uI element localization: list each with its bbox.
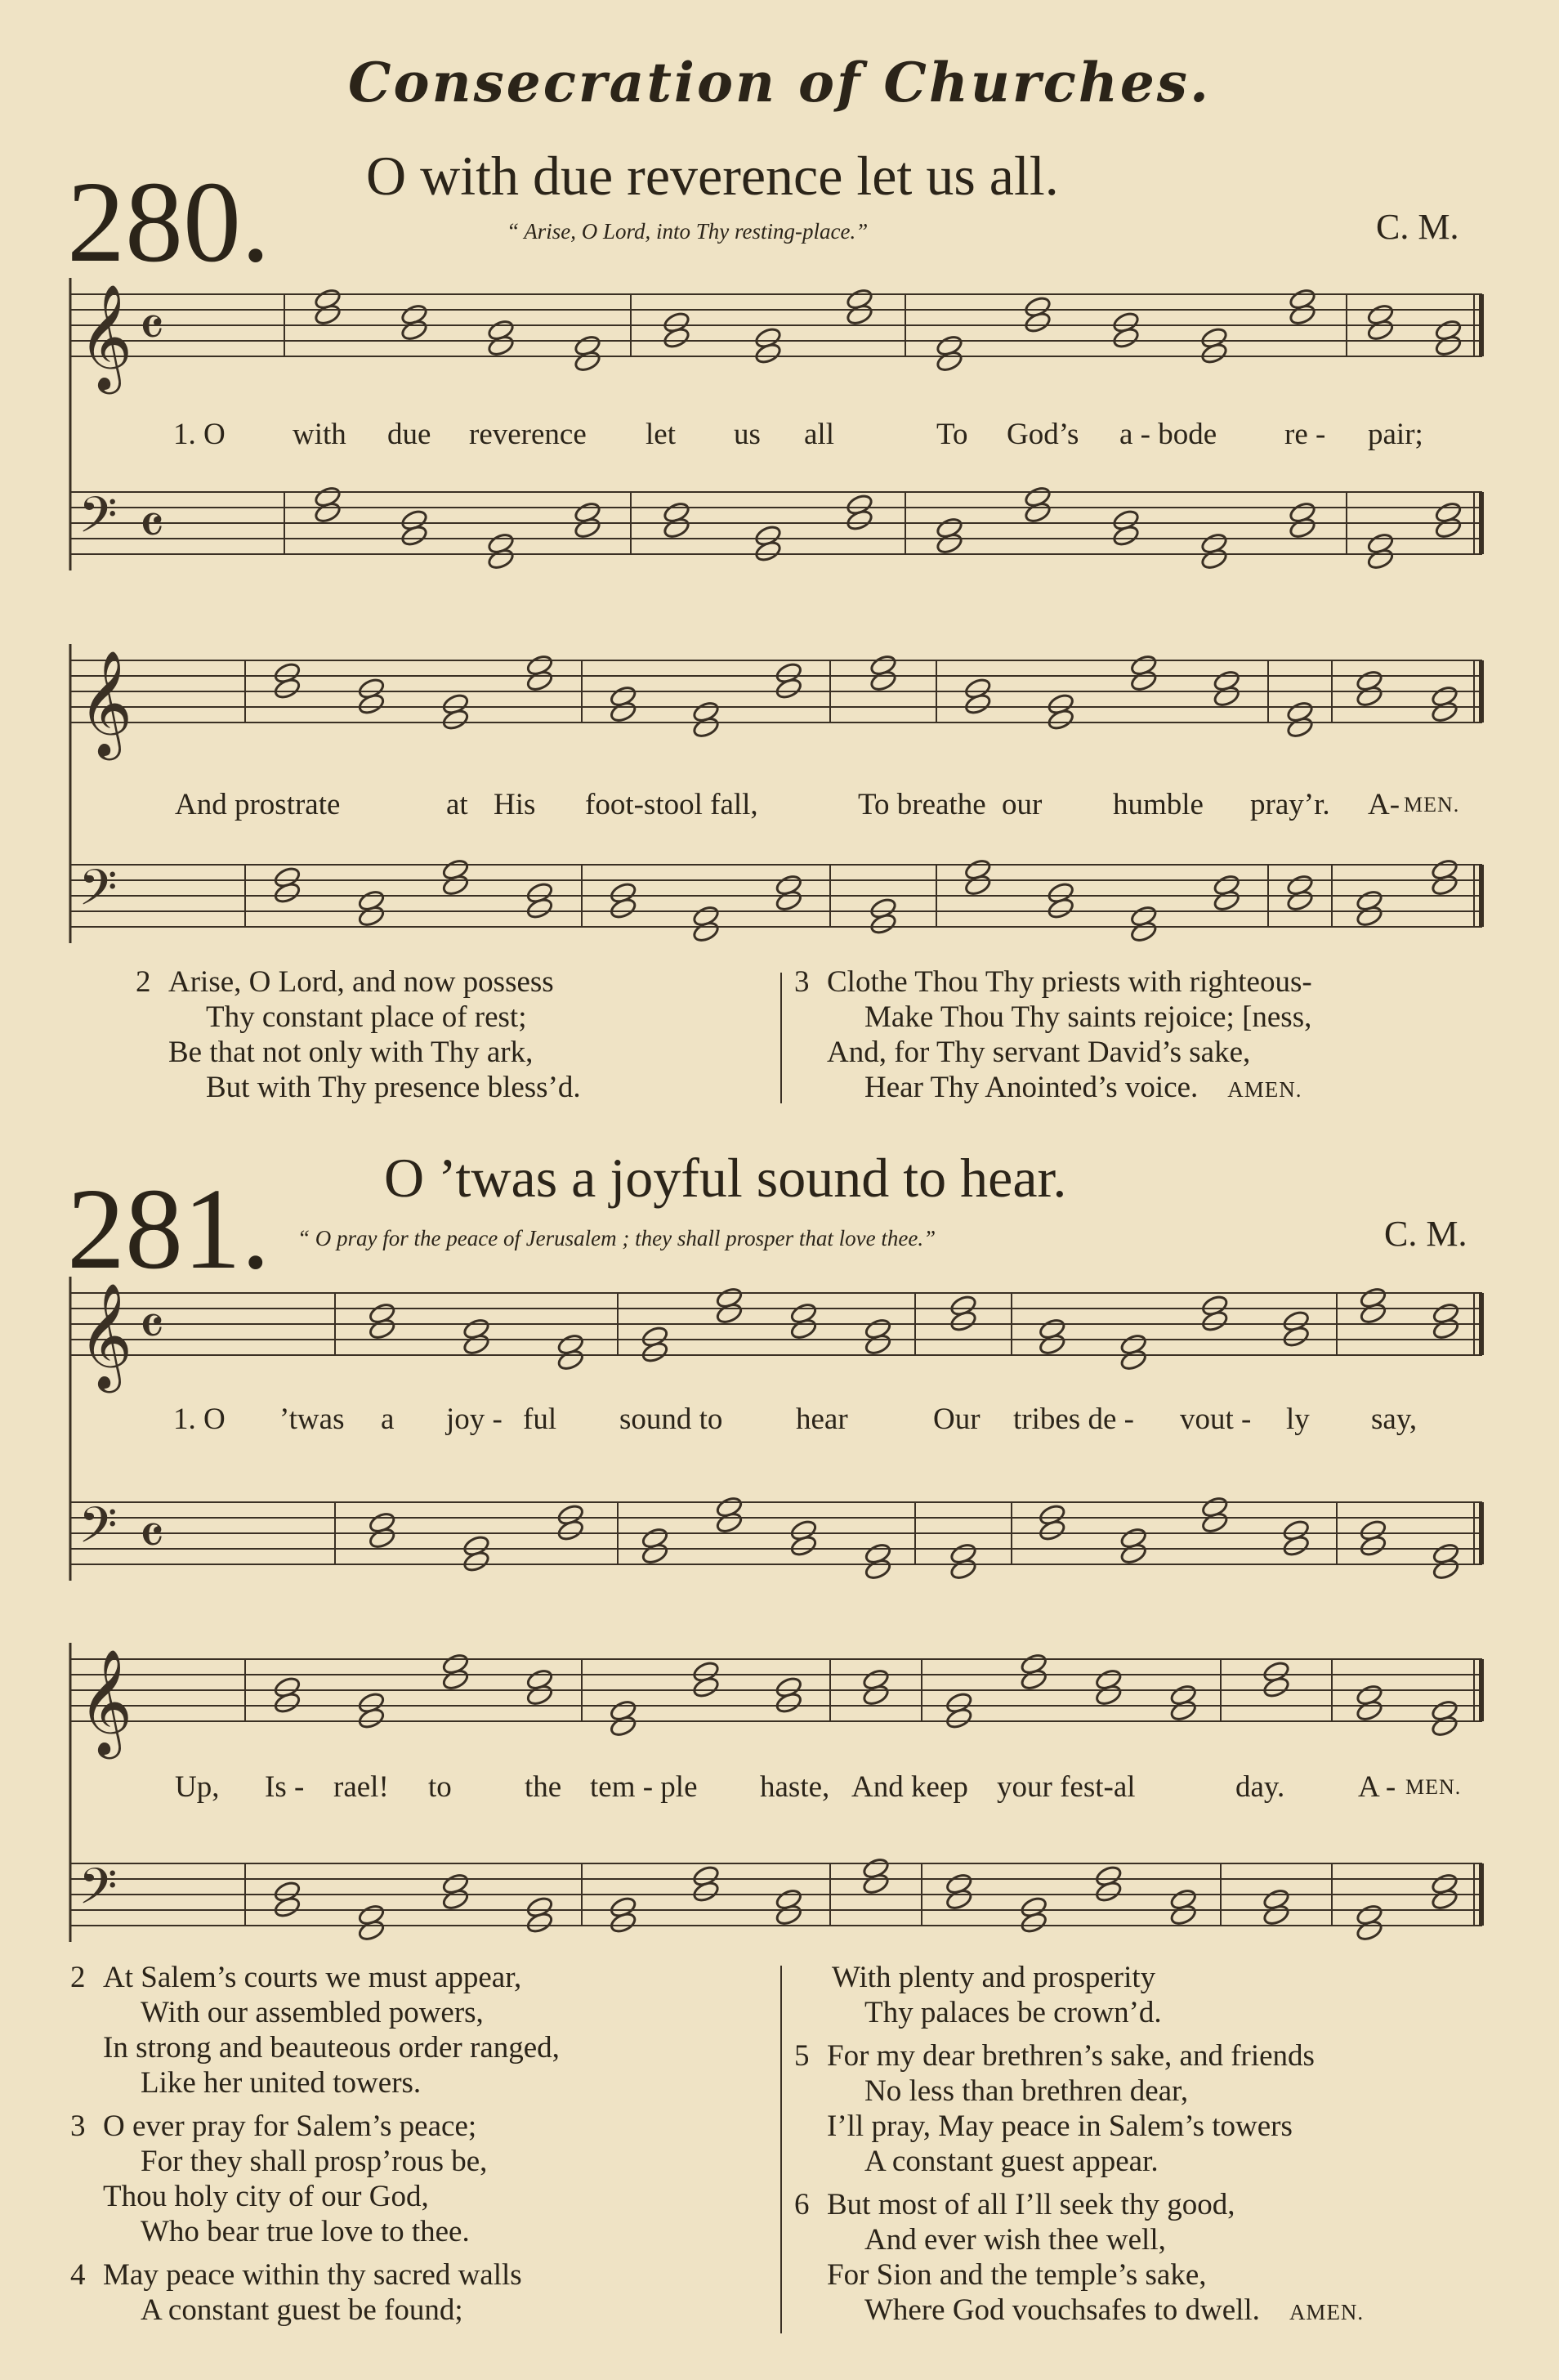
lyric-syllable: And prostrate [175, 788, 341, 821]
verse-number: 3 [70, 2109, 86, 2143]
verses-281-right [794, 1960, 1364, 2330]
treble-clef-icon: 𝄞 [78, 284, 133, 390]
lyric-syllable: at [446, 788, 468, 821]
bass-clef-icon: 𝄢 [78, 859, 118, 929]
lyric-syllable: To [936, 418, 968, 451]
lyric-syllable: our [1002, 788, 1043, 821]
treble-clef-icon: 𝄞 [78, 1282, 133, 1389]
lyric-syllable: tem - ple [590, 1770, 698, 1804]
hymn-meter-280: C. M. [1376, 207, 1459, 247]
common-time-icon: 𝄴 [139, 492, 165, 559]
verse-line: Make Thou Thy saints rejoice; [ness, [864, 1000, 1312, 1034]
final-barline [1479, 492, 1484, 554]
lyric-syllable: Our [933, 1402, 981, 1436]
hymn-meter-281: C. M. [1384, 1214, 1467, 1254]
lyrics-line-281-1 [0, 1404, 1559, 1437]
lyric-syllable: all [804, 418, 834, 451]
lyric-syllable: pair; [1368, 418, 1423, 451]
column-divider [780, 1966, 782, 2333]
verse-number: 2 [70, 1961, 86, 1994]
verse-line: A constant guest be found; [141, 2293, 463, 2327]
verses-280-right [794, 964, 1312, 1107]
verse-line: But with Thy presence bless’d. [206, 1071, 581, 1104]
verse-line: Like her united towers. [141, 2066, 422, 2100]
verse-line: And ever wish thee well, [864, 2223, 1166, 2257]
verse-line: At Salem’s courts we must appear, [103, 1961, 522, 1994]
lyric-syllable: 1. O [173, 1402, 226, 1436]
bass-clef-icon: 𝄢 [78, 1496, 118, 1567]
verse-number: 5 [794, 2039, 810, 2073]
verse-line: Hear Thy Anointed’s voice. [864, 1071, 1199, 1104]
verse-line: For they shall prosp’rous be, [141, 2145, 488, 2178]
hymn-title-280: O with due reverence let us all. [366, 145, 1059, 207]
amen: AMEN. [1227, 1077, 1302, 1102]
lyric-syllable: rael! [333, 1770, 389, 1804]
common-time-icon: 𝄴 [139, 1293, 165, 1360]
final-barline [1479, 1863, 1484, 1926]
common-time-icon: 𝄴 [139, 294, 165, 361]
lyric-syllable: tribes de - [1013, 1402, 1134, 1436]
lyric-syllable: Up, [175, 1770, 220, 1804]
lyric-syllable: a - bode [1119, 418, 1217, 451]
verse-line: Clothe Thou Thy priests with righteous- [827, 965, 1312, 999]
hymn-number-281: 281. [67, 1164, 270, 1293]
final-barline [1479, 1659, 1484, 1721]
treble-clef-icon: 𝄞 [78, 1649, 133, 1755]
verses-281-left [70, 1960, 560, 2328]
lyric-syllable: ful [523, 1402, 557, 1436]
lyric-syllable: humble [1113, 788, 1204, 821]
verse-number: 4 [70, 2258, 86, 2292]
lyrics-line-280-2 [0, 790, 1559, 822]
verse-line: I’ll pray, May peace in Salem’s towers [827, 2109, 1293, 2143]
lyric-syllable: with [293, 418, 346, 451]
verse-line: No less than brethren dear, [864, 2074, 1189, 2108]
verse-line: A constant guest appear. [864, 2145, 1159, 2178]
verse-line: Thou holy city of our God, [103, 2180, 429, 2213]
hymn-number-280: 280. [67, 157, 270, 286]
lyric-syllable: your fest-al [997, 1770, 1136, 1804]
lyric-syllable: His [494, 788, 536, 821]
verse-line: Where God vouchsafes to dwell. [864, 2293, 1260, 2327]
lyric-syllable: us [734, 418, 761, 451]
lyric-syllable: sound to [619, 1402, 723, 1436]
lyric-syllable: to [428, 1770, 452, 1804]
lyric-syllable: joy - [446, 1402, 503, 1436]
lyric-syllable: MEN. [1404, 793, 1460, 816]
lyric-syllable: ly [1286, 1402, 1310, 1436]
lyric-syllable: pray’r. [1250, 788, 1330, 821]
lyrics-line-281-2 [0, 1772, 1559, 1805]
final-barline [1479, 660, 1484, 722]
verse-line: For my dear brethren’s sake, and friends [827, 2039, 1315, 2073]
lyric-syllable: hear [796, 1402, 848, 1436]
bass-clef-icon: 𝄢 [78, 1858, 118, 1928]
treble-clef-icon: 𝄞 [78, 650, 133, 756]
lyric-syllable: MEN. [1405, 1775, 1462, 1799]
lyric-syllable: let [645, 418, 676, 451]
lyric-syllable: say, [1371, 1402, 1418, 1436]
lyric-syllable: God’s [1007, 418, 1079, 451]
bass-clef-icon: 𝄢 [78, 486, 118, 557]
final-barline [1479, 865, 1484, 927]
running-head: Consecration of Churches. [348, 51, 1211, 114]
lyric-syllable: a [381, 1402, 395, 1436]
verse-line: With our assembled powers, [141, 1996, 484, 2029]
lyrics-line-280-1 [0, 419, 1559, 452]
verse-line: Who bear true love to thee. [141, 2215, 470, 2248]
lyric-syllable: due [387, 418, 431, 451]
verse-number: 2 [136, 965, 151, 999]
amen: AMEN. [1289, 2300, 1365, 2324]
verse-line: In strong and beauteous order ranged, [103, 2031, 560, 2065]
lyric-syllable: To breathe [858, 788, 986, 821]
verse-number: 6 [794, 2188, 810, 2221]
lyric-syllable: foot-stool fall, [585, 788, 758, 821]
verse-line: O ever pray for Salem’s peace; [103, 2109, 477, 2143]
verse-line: For Sion and the temple’s sake, [827, 2258, 1207, 2292]
lyric-syllable: reverence [469, 418, 587, 451]
lyric-syllable: vout - [1180, 1402, 1252, 1436]
hymn-epigraph-281: “ O pray for the peace of Jerusalem ; they shall prosper that love thee.” [297, 1226, 936, 1250]
lyric-syllable: ’twas [279, 1402, 345, 1436]
verse-line: Thy constant place of rest; [206, 1000, 527, 1034]
lyric-syllable: Is - [265, 1770, 305, 1804]
lyric-syllable: re - [1284, 418, 1326, 451]
lyric-syllable: day. [1235, 1770, 1285, 1804]
verse-line: With plenty and prosperity [832, 1961, 1156, 1994]
final-barline [1479, 1293, 1484, 1355]
verses-280-left [136, 964, 581, 1105]
lyric-syllable: haste, [760, 1770, 830, 1804]
verse-line: Be that not only with Thy ark, [168, 1036, 534, 1069]
lyric-syllable: A- [1368, 788, 1400, 821]
lyric-syllable: the [525, 1770, 562, 1804]
verse-number: 3 [794, 965, 810, 999]
common-time-icon: 𝄴 [139, 1502, 165, 1569]
verse-line: May peace within thy sacred walls [103, 2258, 522, 2292]
column-divider [780, 973, 782, 1103]
final-barline [1479, 1502, 1484, 1564]
final-barline [1479, 294, 1484, 356]
lyric-syllable: A - [1358, 1770, 1396, 1804]
hymn-title-281: O ’twas a joyful sound to hear. [384, 1147, 1067, 1209]
verse-line: Arise, O Lord, and now possess [168, 965, 554, 999]
verse-line: And, for Thy servant David’s sake, [827, 1036, 1251, 1069]
verse-line: Thy palaces be crown’d. [864, 1996, 1162, 2029]
lyric-syllable: 1. O [173, 418, 226, 451]
hymn-epigraph-280: “ Arise, O Lord, into Thy resting-place.” [507, 219, 869, 244]
lyric-syllable: And keep [851, 1770, 968, 1804]
verse-line: But most of all I’ll seek thy good, [827, 2188, 1235, 2221]
